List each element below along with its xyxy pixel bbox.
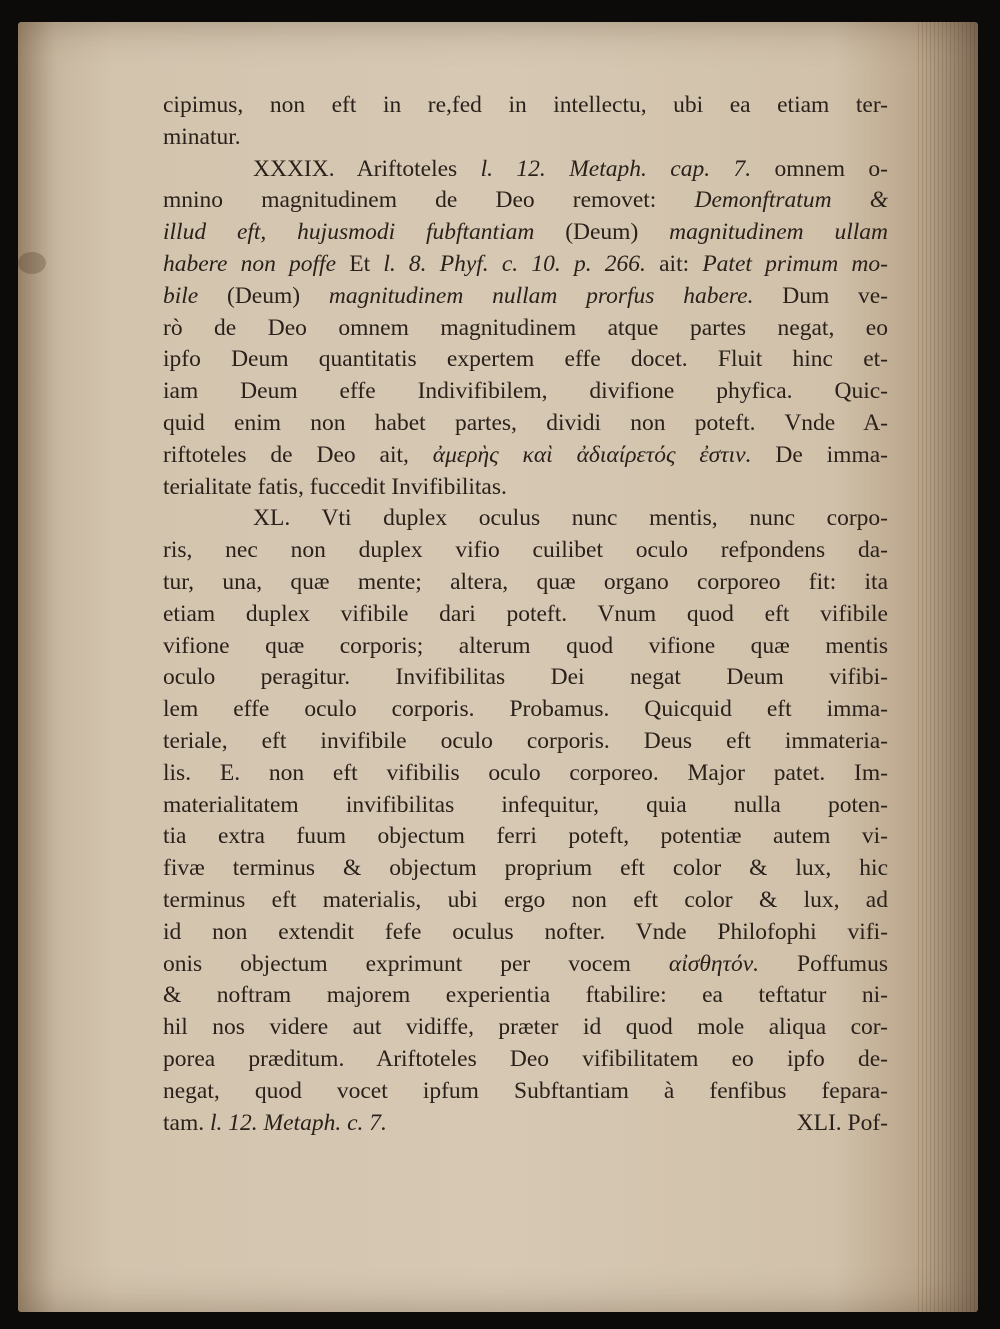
text-segment: tia extra fuum objectum ferri poteft, potentiæ autem vi- — [163, 823, 888, 850]
text-line — [163, 694, 888, 726]
italic-segment: magnitudinem ullam — [669, 219, 888, 246]
italic-segment: l. 8. Phyf. c. 10. p. 266. — [383, 250, 646, 277]
text-line — [163, 503, 888, 535]
text-line — [163, 217, 888, 249]
italic-segment: magnitudinem nullam prorfus habere. — [328, 282, 754, 309]
text-segment: lis. E. non eft vifibilis oculo corporeo. Major patet. Im- — [163, 759, 888, 786]
text-segment: minatur. — [163, 123, 241, 150]
text-line — [163, 344, 888, 376]
text-line-final — [163, 1108, 888, 1140]
text-segment: teriale, eft invifibile oculo corporis. Deus eft immateria- — [163, 727, 888, 754]
text-block — [163, 90, 888, 1139]
text-segment: & noftram majorem experientia ftabilire: ea teftatur ni- — [163, 982, 888, 1009]
text-segment: Poffumus — [759, 950, 888, 977]
italic-segment: ἀμερὴς καὶ ἀδιαίρετός ἐστιν. — [432, 441, 752, 468]
text-line — [163, 567, 888, 599]
text-segment: hil nos videre aut vidiffe, præter id quod mole aliqua cor- — [163, 1014, 888, 1041]
text-segment: etiam duplex vifibile dari poteft. Vnum quod eft vifibile — [163, 600, 888, 627]
text-line — [163, 122, 888, 154]
text-segment: terialitate fatis, fuccedit Invifibilitas. — [163, 473, 507, 500]
text-segment: mnino magnitudinem de Deo removet: — [163, 187, 695, 214]
text-segment: onis objectum exprimunt per vocem — [163, 950, 669, 977]
text-segment: XL. Vti duplex oculus nunc mentis, nunc corpo- — [253, 505, 888, 532]
text-line — [163, 980, 888, 1012]
italic-segment: illud eft, hujusmodi fubftantiam — [163, 219, 535, 246]
text-segment: materialitatem invifibilitas infequitur, quia nulla poten- — [163, 791, 888, 818]
text-line — [163, 758, 888, 790]
text-segment: porea præditum. Ariftoteles Deo vifibilitatem eo ipfo de- — [163, 1045, 888, 1072]
italic-segment: Demonftratum & — [694, 187, 889, 214]
text-line — [163, 662, 888, 694]
text-line — [163, 1076, 888, 1108]
text-segment: iam Deum effe Indivifibilem, divifione phyfica. Quic- — [163, 378, 888, 405]
text-line — [163, 885, 888, 917]
text-segment: ipfo Deum quantitatis expertem effe docet. Fluit hinc et- — [163, 346, 888, 373]
text-segment: id non extendit fefe oculus nofter. Vnde Philofophi vifi- — [163, 918, 888, 945]
text-line — [163, 853, 888, 885]
text-segment: vifione quæ corporis; alterum quod vifione quæ mentis — [163, 632, 888, 659]
italic-segment: Patet primum mo- — [702, 250, 888, 277]
text-line — [163, 472, 888, 504]
text-line — [163, 313, 888, 345]
text-segment: terminus eft materialis, ubi ergo non eft color & lux, ad — [163, 886, 888, 913]
page-edge-shadow — [918, 22, 978, 1312]
italic-segment: αἰσθητόν. — [668, 950, 759, 977]
text-line — [163, 1044, 888, 1076]
text-segment: lem effe oculo corporis. Probamus. Quicquid eft imma- — [163, 696, 888, 723]
text-line — [163, 949, 888, 981]
text-segment: fivæ terminus & objectum proprium eft color & lux, hic — [163, 855, 888, 882]
text-line — [163, 631, 888, 663]
text-line — [163, 281, 888, 313]
italic-segment: habere non poffe — [163, 250, 337, 277]
italic-segment: bile — [163, 282, 199, 309]
text-segment: ait: — [645, 250, 703, 277]
text-segment: rò de Deo omnem magnitudinem atque partes negat, eo — [163, 314, 888, 341]
text-line — [163, 408, 888, 440]
text-segment: (Deum) — [534, 219, 670, 246]
text-line — [163, 726, 888, 758]
text-segment: cipimus, non eft in re,fed in intellectu, ubi ea etiam ter- — [163, 92, 888, 118]
text-segment: omnem o- — [751, 155, 888, 182]
italic-segment: l. 12. Metaph. cap. 7. — [480, 155, 752, 182]
text-line — [163, 376, 888, 408]
text-line — [163, 90, 888, 122]
text-segment: De imma- — [751, 441, 888, 468]
text-line — [163, 599, 888, 631]
text-line — [163, 1012, 888, 1044]
text-segment: ris, nec non duplex vifio cuilibet oculo refpondens da- — [163, 537, 888, 564]
text-line — [163, 821, 888, 853]
final-line-text: tam. — [163, 1109, 210, 1136]
text-line — [163, 440, 888, 472]
text-segment: Dum ve- — [753, 282, 889, 309]
text-line — [163, 154, 888, 186]
text-segment: oculo peragitur. Invifibilitas Dei negat Deum vifibi- — [163, 664, 888, 691]
text-segment: riftoteles de Deo ait, — [163, 441, 433, 468]
text-line — [163, 535, 888, 567]
page-stain — [18, 252, 46, 274]
text-line — [163, 790, 888, 822]
text-segment: negat, quod vocet ipfum Subftantiam à fenfibus fepara- — [163, 1077, 888, 1104]
text-line — [163, 249, 888, 281]
catchword: XLI. Pof- — [796, 1109, 888, 1136]
text-segment: (Deum) — [198, 282, 329, 309]
final-line-left — [163, 1108, 387, 1140]
text-segment: quid enim non habet partes, dividi non poteft. Vnde A- — [163, 409, 888, 436]
book-page — [18, 22, 978, 1312]
text-segment: XXXIX. Ariftoteles — [253, 155, 481, 182]
text-segment: Et — [336, 250, 384, 277]
text-line — [163, 185, 888, 217]
final-line-citation: l. 12. Metaph. c. 7. — [210, 1109, 387, 1136]
text-segment: tur, una, quæ mente; altera, quæ organo corporeo fit: ita — [163, 568, 888, 595]
text-line — [163, 917, 888, 949]
